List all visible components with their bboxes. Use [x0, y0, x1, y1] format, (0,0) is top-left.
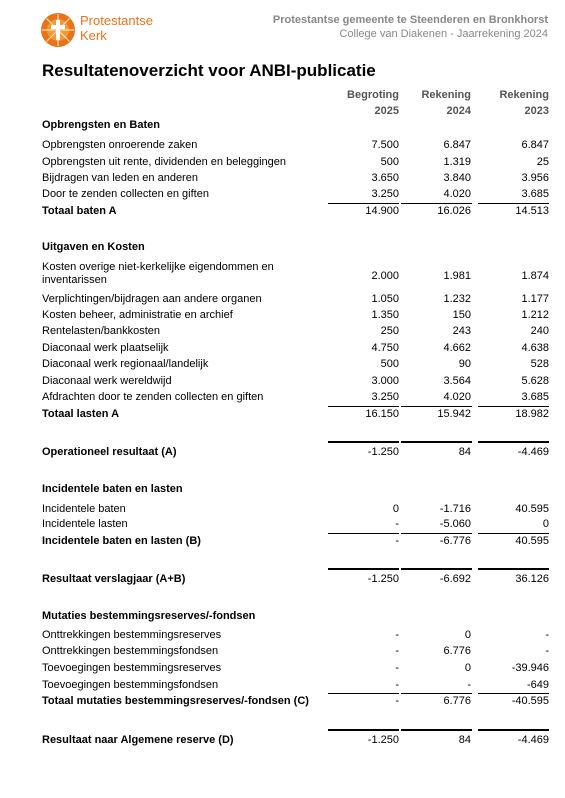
row-value-col-1: 3.250	[371, 188, 399, 200]
row-value-col-2: 16.026	[437, 205, 471, 217]
row-label: Incidentele baten en lasten (B)	[42, 535, 201, 547]
row-value-col-2: 1.232	[443, 293, 471, 305]
row-value-col-2: 0	[464, 662, 471, 674]
row-value-col-2: 6.847	[443, 139, 471, 151]
row-value-col-1: 3.650	[371, 172, 399, 184]
row-value-col-1: 4.750	[371, 342, 399, 354]
row-value-col-1: 2.000	[371, 270, 399, 282]
row-value-col-1: 7.500	[371, 139, 399, 151]
table-total-row	[42, 734, 550, 750]
row-value-col-3: -4.469	[517, 446, 549, 458]
result-rule	[401, 729, 472, 731]
total-underline	[478, 203, 549, 204]
row-value-col-3: 528	[530, 358, 549, 370]
row-value-col-3: 4.638	[521, 342, 549, 354]
result-rule	[401, 568, 472, 570]
row-value-col-3: -649	[526, 679, 549, 691]
result-rule	[401, 441, 472, 443]
row-label: Uitgaven en Kosten	[42, 241, 145, 253]
column-header-bottom: 2025	[374, 105, 399, 117]
row-value-col-1: -	[395, 535, 399, 547]
row-value-col-1: -	[395, 662, 399, 674]
header-subtitle: College van Diakenen - Jaarrekening 2024	[339, 28, 548, 40]
row-value-col-1: -	[395, 518, 399, 530]
table-total-row	[42, 446, 550, 462]
row-value-col-2: -5.060	[439, 518, 471, 530]
table-row	[42, 261, 550, 291]
total-underline	[401, 406, 472, 407]
row-label: Totaal baten A	[42, 205, 117, 217]
protestantse-kerk-logo-icon	[40, 12, 76, 48]
row-value-col-2: 84	[458, 734, 471, 746]
table-total-row	[42, 535, 550, 551]
row-value-col-1: -	[395, 645, 399, 657]
page-title: Resultatenoverzicht voor ANBI-publicatie	[42, 61, 376, 80]
row-value-col-2: 243	[452, 325, 471, 337]
row-value-col-1: 0	[392, 503, 399, 515]
total-underline	[328, 203, 399, 204]
row-value-col-2: 3.840	[443, 172, 471, 184]
table-row	[42, 188, 550, 204]
row-label: Operationeel resultaat (A)	[42, 446, 177, 458]
total-underline	[401, 693, 472, 694]
row-value-col-3: 14.513	[515, 205, 549, 217]
row-value-col-3: 240	[530, 325, 549, 337]
row-label: Incidentele baten	[42, 503, 126, 515]
table-row	[42, 375, 550, 391]
row-value-col-2: 150	[452, 309, 471, 321]
total-underline	[478, 693, 549, 694]
table-total-row	[42, 573, 550, 589]
row-label: Resultaat verslagjaar (A+B)	[42, 573, 186, 585]
row-value-col-2: 1.981	[443, 270, 471, 282]
table-row	[42, 342, 550, 358]
row-value-col-3: 3.685	[521, 188, 549, 200]
table-row	[42, 156, 550, 172]
row-label: Opbrengsten en Baten	[42, 119, 160, 131]
row-value-col-2: -1.716	[439, 503, 471, 515]
row-label: Diaconaal werk plaatselijk	[42, 342, 169, 354]
row-value-col-2: 6.776	[443, 695, 471, 707]
row-label: Toevoegingen bestemmingsfondsen	[42, 679, 219, 691]
row-value-col-2: 3.564	[443, 375, 471, 387]
row-label: Bijdragen van leden en anderen	[42, 172, 198, 184]
table-row	[42, 139, 550, 155]
table-total-row	[42, 695, 550, 711]
table-row	[42, 309, 550, 325]
result-rule	[478, 441, 549, 443]
row-value-col-1: -1.250	[367, 446, 399, 458]
table-row	[42, 679, 550, 695]
row-value-col-2: 90	[458, 358, 471, 370]
row-value-col-1: -1.250	[367, 734, 399, 746]
row-value-col-3: 6.847	[521, 139, 549, 151]
row-value-col-2: -6.776	[439, 535, 471, 547]
row-value-col-1: -	[395, 629, 399, 641]
row-value-col-3: -39.946	[511, 662, 549, 674]
row-value-col-3: 3.685	[521, 391, 549, 403]
logo-line-2: Kerk	[80, 28, 107, 43]
row-label: Kosten beheer, administratie en archief	[42, 309, 233, 321]
column-header-top: Rekening	[421, 89, 471, 101]
row-value-col-3: 36.126	[515, 573, 549, 585]
row-value-col-2: 15.942	[437, 408, 471, 420]
row-value-col-2: -6.692	[439, 573, 471, 585]
row-label: Verplichtingen/bijdragen aan andere organen	[42, 293, 262, 305]
table-total-row	[42, 408, 550, 424]
row-value-col-1: 500	[380, 156, 399, 168]
row-label: Toevoegingen bestemmingsreserves	[42, 662, 222, 674]
table-row	[42, 662, 550, 678]
row-value-col-1: 250	[380, 325, 399, 337]
table-row	[42, 325, 550, 341]
row-value-col-1: -	[395, 695, 399, 707]
row-label: Diaconaal werk wereldwijd	[42, 375, 172, 387]
row-label: Onttrekkingen bestemmingsreserves	[42, 629, 222, 641]
logo-line-1: Protestantse	[80, 13, 153, 28]
row-value-col-1: 14.900	[365, 205, 399, 217]
row-value-col-3: 40.595	[515, 503, 549, 515]
row-label: Onttrekkingen bestemmingsfondsen	[42, 645, 219, 657]
column-header-top: Begroting	[347, 89, 399, 101]
row-value-col-3: 25	[536, 156, 549, 168]
result-rule	[328, 729, 399, 731]
row-label: Door te zenden collecten en giften	[42, 188, 209, 200]
row-value-col-1: 1.050	[371, 293, 399, 305]
row-value-col-1: -	[395, 679, 399, 691]
row-label: Kosten overige niet-kerkelijke eigendommen en inventarissen	[42, 261, 274, 286]
column-header-bottom: 2024	[446, 105, 471, 117]
row-label: Opbrengsten onroerende zaken	[42, 139, 198, 151]
table-row	[42, 293, 550, 309]
row-value-col-1: 500	[380, 358, 399, 370]
row-value-col-3: 18.982	[515, 408, 549, 420]
row-label: Rentelasten/bankkosten	[42, 325, 161, 337]
row-value-col-3: -40.595	[511, 695, 549, 707]
result-rule	[328, 441, 399, 443]
row-value-col-2: 0	[464, 629, 471, 641]
row-value-col-3: 1.177	[521, 293, 549, 305]
row-value-col-2: 84	[458, 446, 471, 458]
row-value-col-2: 6.776	[443, 645, 471, 657]
table-row	[42, 172, 550, 188]
total-underline	[328, 693, 399, 694]
row-label: Diaconaal werk regionaal/landelijk	[42, 358, 209, 370]
row-label: Mutaties bestemmingsreserves/-fondsen	[42, 610, 256, 622]
column-header-bottom: 2023	[524, 105, 549, 117]
row-value-col-1: 1.350	[371, 309, 399, 321]
row-label: Totaal lasten A	[42, 408, 120, 420]
section-heading	[42, 241, 550, 257]
row-label: Opbrengsten uit rente, dividenden en beleggingen	[42, 156, 287, 168]
section-heading	[42, 483, 550, 499]
result-rule	[328, 568, 399, 570]
total-underline	[478, 533, 549, 534]
row-value-col-2: 1.319	[443, 156, 471, 168]
row-value-col-3: 1.212	[521, 309, 549, 321]
row-value-col-1: 3.000	[371, 375, 399, 387]
row-value-col-2: -	[467, 679, 471, 691]
column-header-top: Rekening	[499, 89, 549, 101]
row-value-col-3: -4.469	[517, 734, 549, 746]
section-heading	[42, 119, 550, 135]
total-underline	[478, 406, 549, 407]
row-value-col-3: 3.956	[521, 172, 549, 184]
row-label: Incidentele lasten	[42, 518, 128, 530]
column-header-rekening-2024	[395, 87, 471, 119]
row-label: Afdrachten door te zenden collecten en giften	[42, 391, 264, 403]
row-value-col-2: 4.020	[443, 188, 471, 200]
column-header-begroting-2025	[323, 87, 399, 119]
section-heading	[42, 610, 550, 626]
row-label: Resultaat naar Algemene reserve (D)	[42, 734, 234, 746]
row-value-col-1: 16.150	[365, 408, 399, 420]
row-value-col-2: 4.662	[443, 342, 471, 354]
logo-wordmark	[80, 13, 153, 43]
row-value-col-3: 5.628	[521, 375, 549, 387]
row-value-col-1: 3.250	[371, 391, 399, 403]
row-value-col-2: 4.020	[443, 391, 471, 403]
table-row	[42, 629, 550, 645]
header-organisation: Protestantse gemeente te Steenderen en Bronkhorst	[272, 14, 548, 26]
column-header-rekening-2023	[473, 87, 549, 119]
table-row	[42, 391, 550, 407]
row-value-col-3: 40.595	[515, 535, 549, 547]
table-row	[42, 518, 550, 534]
row-label: Totaal mutaties bestemmingsreserves/-fondsen (C)	[42, 695, 309, 707]
row-value-col-3: -	[545, 629, 549, 641]
table-row	[42, 358, 550, 374]
row-value-col-3: 1.874	[521, 270, 549, 282]
table-total-row	[42, 205, 550, 221]
total-underline	[328, 533, 399, 534]
total-underline	[401, 533, 472, 534]
total-underline	[401, 203, 472, 204]
row-label: Incidentele baten en lasten	[42, 483, 183, 495]
table-row	[42, 503, 550, 519]
table-row	[42, 645, 550, 661]
total-underline	[328, 406, 399, 407]
row-value-col-3: -	[545, 645, 549, 657]
row-value-col-1: -1.250	[367, 573, 399, 585]
result-rule	[478, 568, 549, 570]
result-rule	[478, 729, 549, 731]
row-value-col-3: 0	[542, 518, 549, 530]
